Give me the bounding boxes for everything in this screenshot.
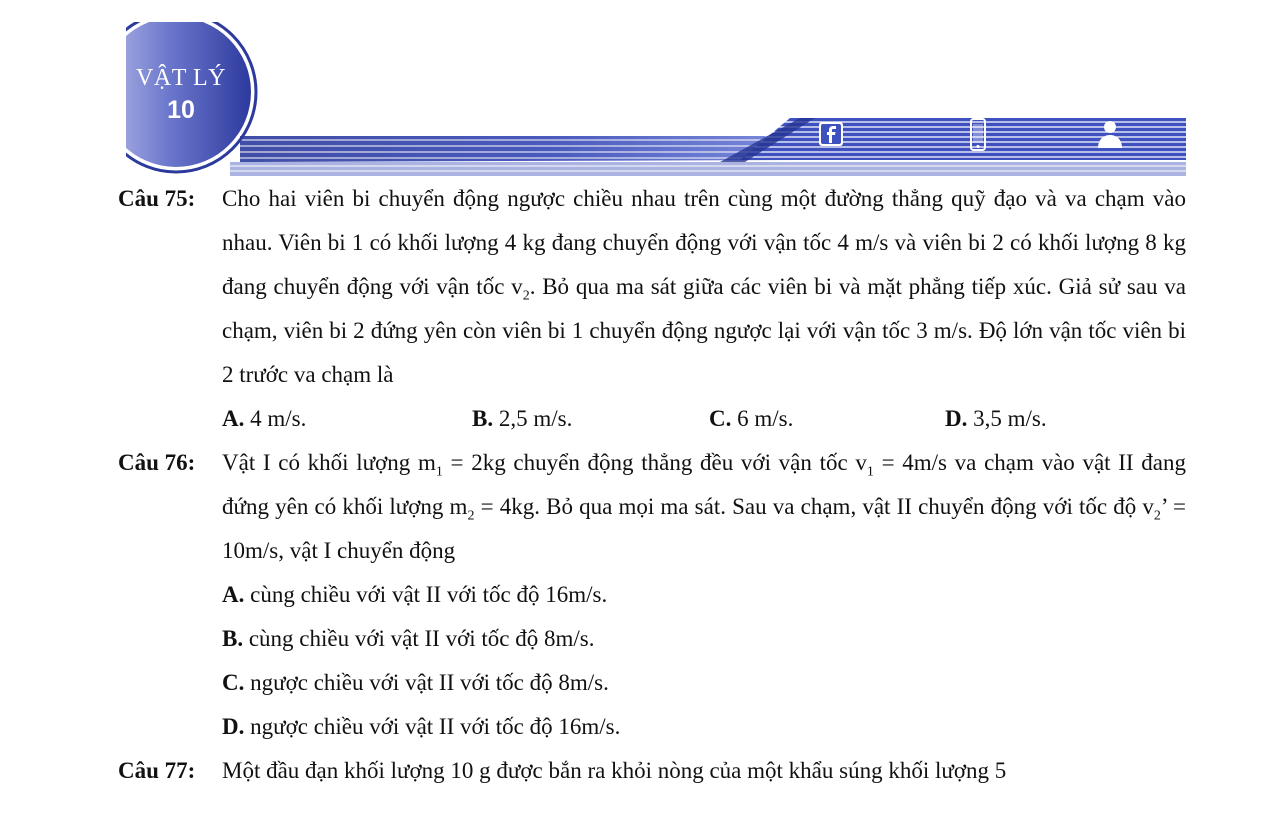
option-d [945, 397, 1047, 441]
subscript: 1 [435, 464, 443, 480]
question-text [222, 441, 1186, 573]
option-letter: B. [222, 626, 244, 651]
option-text: 2,5 m/s. [498, 406, 573, 431]
question-label: Câu 75: [118, 186, 196, 211]
question-text-part: = 4m/s va chạm vào vật II đang đứng yên có khối lượng m [222, 450, 1186, 519]
subscript: 2 [467, 508, 475, 524]
option-text: ngược chiều với vật II với tốc độ 16m/s. [250, 714, 621, 739]
question-label: Câu 76: [118, 450, 196, 475]
subscript: 2 [1153, 508, 1161, 524]
badge-label [127, 64, 235, 128]
option-b [222, 617, 1275, 661]
option-letter: A. [222, 582, 245, 607]
facebook-icon [816, 118, 846, 152]
question-text-part: ’ = 10m/s, vật I chuyển động [222, 494, 1186, 563]
question-75 [0, 177, 1275, 441]
option-text: 6 m/s. [737, 406, 794, 431]
document-body [0, 177, 1275, 793]
option-a [222, 397, 306, 441]
option-text: ngược chiều với vật II với tốc độ 8m/s. [250, 670, 609, 695]
phone-icon [963, 118, 993, 152]
badge-grade: 10 [167, 96, 195, 124]
question-label: Câu 77: [118, 758, 196, 783]
answer-options [222, 397, 1186, 441]
option-a [222, 573, 1275, 617]
option-text: 3,5 m/s. [973, 406, 1047, 431]
option-letter: D. [222, 714, 245, 739]
user-icon [1095, 118, 1125, 152]
option-letter: C. [222, 670, 245, 695]
question-text [222, 177, 1186, 397]
option-letter: A. [222, 406, 245, 431]
option-letter: C. [709, 406, 732, 431]
badge-subject: VẬT LÝ [136, 65, 226, 91]
option-text: 4 m/s. [250, 406, 307, 431]
option-c [222, 661, 1275, 705]
option-b [472, 397, 572, 441]
option-letter: B. [472, 406, 494, 431]
option-d [222, 705, 1275, 749]
option-letter: D. [945, 406, 968, 431]
page-header [0, 0, 1275, 185]
option-text: cùng chiều với vật II với tốc độ 8m/s. [248, 626, 595, 651]
option-c [709, 397, 793, 441]
question-76 [0, 441, 1275, 749]
question-text-part: = 4kg. Bỏ qua mọi ma sát. Sau va chạm, vật II chuyển động với tốc độ v [474, 494, 1154, 519]
question-text-part: = 2kg chuyển động thẳng đều với vận tốc v [442, 450, 867, 475]
question-text: Một đầu đạn khối lượng 10 g được bắn ra khỏi nòng của một khẩu súng khối lượng 5 [222, 758, 1007, 783]
option-text: cùng chiều với vật II với tốc độ 16m/s. [250, 582, 608, 607]
question-text-part: Vật I có khối lượng m [222, 450, 436, 475]
subscript: 1 [866, 464, 874, 480]
question-77 [0, 749, 1275, 793]
question-text-part: . Bỏ qua ma sát giữa các viên bi và mặt phẳng tiếp xúc. Giả sử sau va chạm, viên bi 2 đứng yên còn viên bi 1 chuyển động ngược lại với vận tốc 3 m/s. Độ lớn vận tốc viên bi 2 trước va chạm là [222, 274, 1186, 387]
subscript: 2 [522, 288, 530, 304]
question-text-part: Cho hai viên bi chuyển động ngược chiều nhau trên cùng một đường thẳng quỹ đạo và va chạm vào nhau. Viên bi 1 có khối lượng 4 kg đang chuyển động với vận tốc 4 m/s và viên bi 2 có khối lượng 8 kg đang chuyển động với vận tốc v [222, 186, 1186, 299]
